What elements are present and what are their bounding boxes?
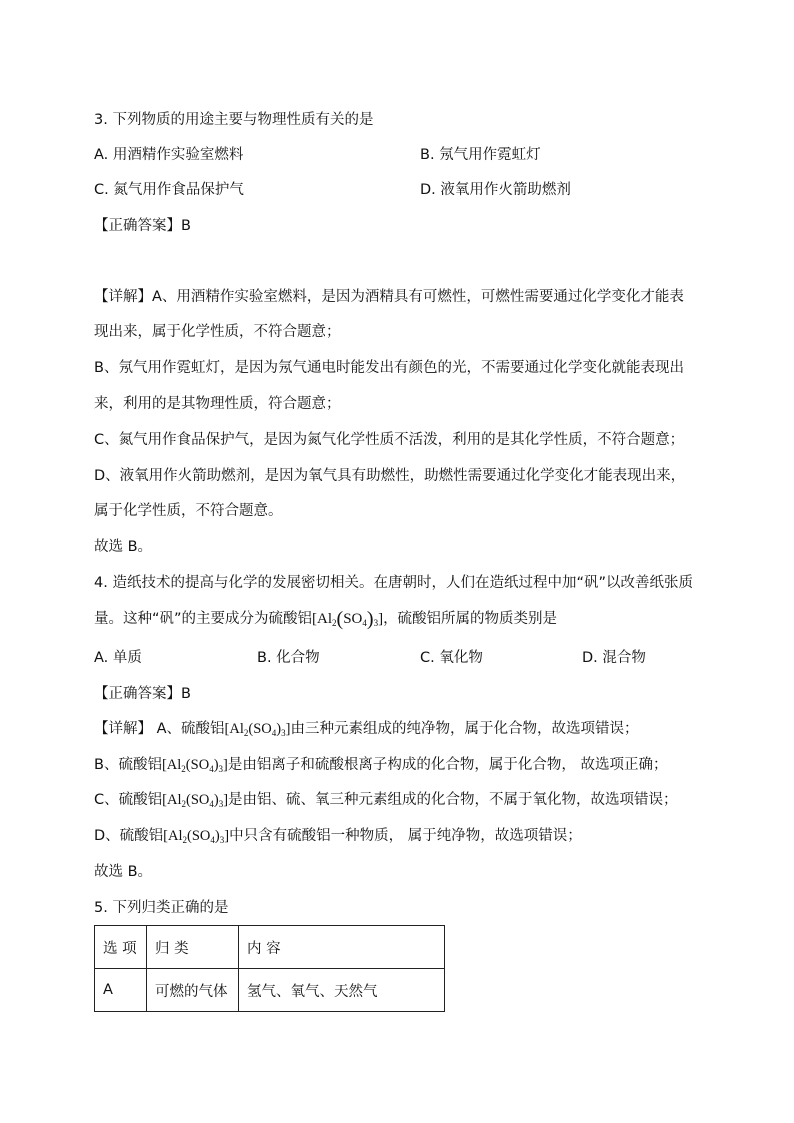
q4-explain-line-4: D、硫酸铝$[Al_2(SO_4)_3]$中只含有硫酸铝一种物质， 属于纯净物，故选项错误； (94, 828, 582, 845)
aluminum-sulfate-formula: $[Al_2(SO_4)_3]$ (163, 828, 230, 845)
q4-option-b: B. 化合物 (257, 650, 320, 666)
q3-answer: 【正确答案】B (94, 218, 191, 234)
aluminum-sulfate-formula: $[Al_2(SO_4)_3]$ (161, 757, 228, 774)
table-row (95, 969, 445, 1012)
q3-option-b: B. 氖气用作霓虹灯 (420, 147, 541, 163)
q4-explain-line-1: 【详解】 A、硫酸铝$[Al_2(SO_4)_3]$由三种元素组成的纯净物，属于化合物，故选项错误； (94, 721, 639, 738)
q3-explain-line-4: 来，利用的是其物理性质，符合题意； (94, 396, 341, 412)
aluminum-sulfate-formula: $[Al_2(SO_4)_3]$ (224, 721, 291, 738)
q3-explain-line-6: D、液氧用作火箭助燃剂，是因为氧气具有助燃性，助燃性需要通过化学变化才能表现出来， (94, 468, 686, 484)
q3-option-c: C. 氮气用作食品保护气 (94, 182, 244, 198)
q4-option-d: D. 混合物 (582, 650, 646, 666)
table-header-cell: 选 项 (95, 926, 147, 969)
q3-explain-line-5: C、氮气用作食品保护气，是因为氮气化学性质不活泼，利用的是其化学性质，不符合题意； (94, 432, 685, 448)
q4-stem-line-2-post: ，硫酸铝所属的物质类别是 (383, 611, 558, 627)
q4-answer: 【正确答案】B (94, 686, 191, 702)
table-header-cell: 内 容 (239, 926, 445, 969)
q5-stem: 5. 下列归类正确的是 (94, 900, 229, 916)
q4-stem-line-2-pre: 量。这种“矾”的主要成分为硫酸铝 (94, 611, 313, 627)
q4-explain-line-5: 故选 B。 (94, 864, 153, 880)
q3-explain-line-3: B、氖气用作霓虹灯，是因为氖气通电时能发出有颜色的光，不需要通过化学变化就能表现出 (94, 360, 684, 376)
table-cell: 氢气、氧气、天然气 (239, 969, 445, 1012)
q4-stem-line-1: 4. 造纸技术的提高与化学的发展密切相关。在唐朝时，人们在造纸过程中加“矾”以改善纸张质 (94, 575, 693, 591)
q3-explain-line-8: 故选 B。 (94, 539, 153, 555)
aluminum-sulfate-formula: $[Al_2(SO_4)_3]$ (162, 792, 229, 809)
q4-option-a: A. 单质 (94, 650, 142, 666)
q4-explain-line-3: C、硫酸铝$[Al_2(SO_4)_3]$是由铝、硫、氧三种元素组成的化合物，不属于氧化物，故选项错误； (94, 792, 678, 809)
q3-stem: 3. 下列物质的用途主要与物理性质有关的是 (94, 112, 374, 128)
q4-explain-line-2: B、硫酸铝$[Al_2(SO_4)_3]$是由铝离子和硫酸根离子构成的化合物，属于化合物， 故选项正确； (94, 757, 668, 774)
classification-table (94, 925, 445, 1012)
table-header-cell: 归 类 (147, 926, 239, 969)
q3-explain-line-1: 【详解】A、用酒精作实验室燃料，是因为酒精具有可燃性，可燃性需要通过化学变化才能表 (94, 289, 684, 305)
table-cell: A (95, 969, 147, 1012)
table-cell: 可燃的气体 (147, 969, 239, 1012)
aluminum-sulfate-formula: $[Al_2(SO_4)_3]$ (312, 608, 384, 630)
q3-explain-line-2: 现出来，属于化学性质，不符合题意； (94, 324, 341, 340)
table-header-row (95, 926, 445, 969)
q3-option-a: A. 用酒精作实验室燃料 (94, 147, 244, 163)
q3-explain-line-7: 属于化学性质，不符合题意。 (94, 503, 283, 519)
q4-option-c: C. 氧化物 (420, 650, 483, 666)
q3-option-d: D. 液氧用作火箭助燃剂 (420, 182, 571, 198)
q4-stem-line-2 (94, 609, 557, 629)
